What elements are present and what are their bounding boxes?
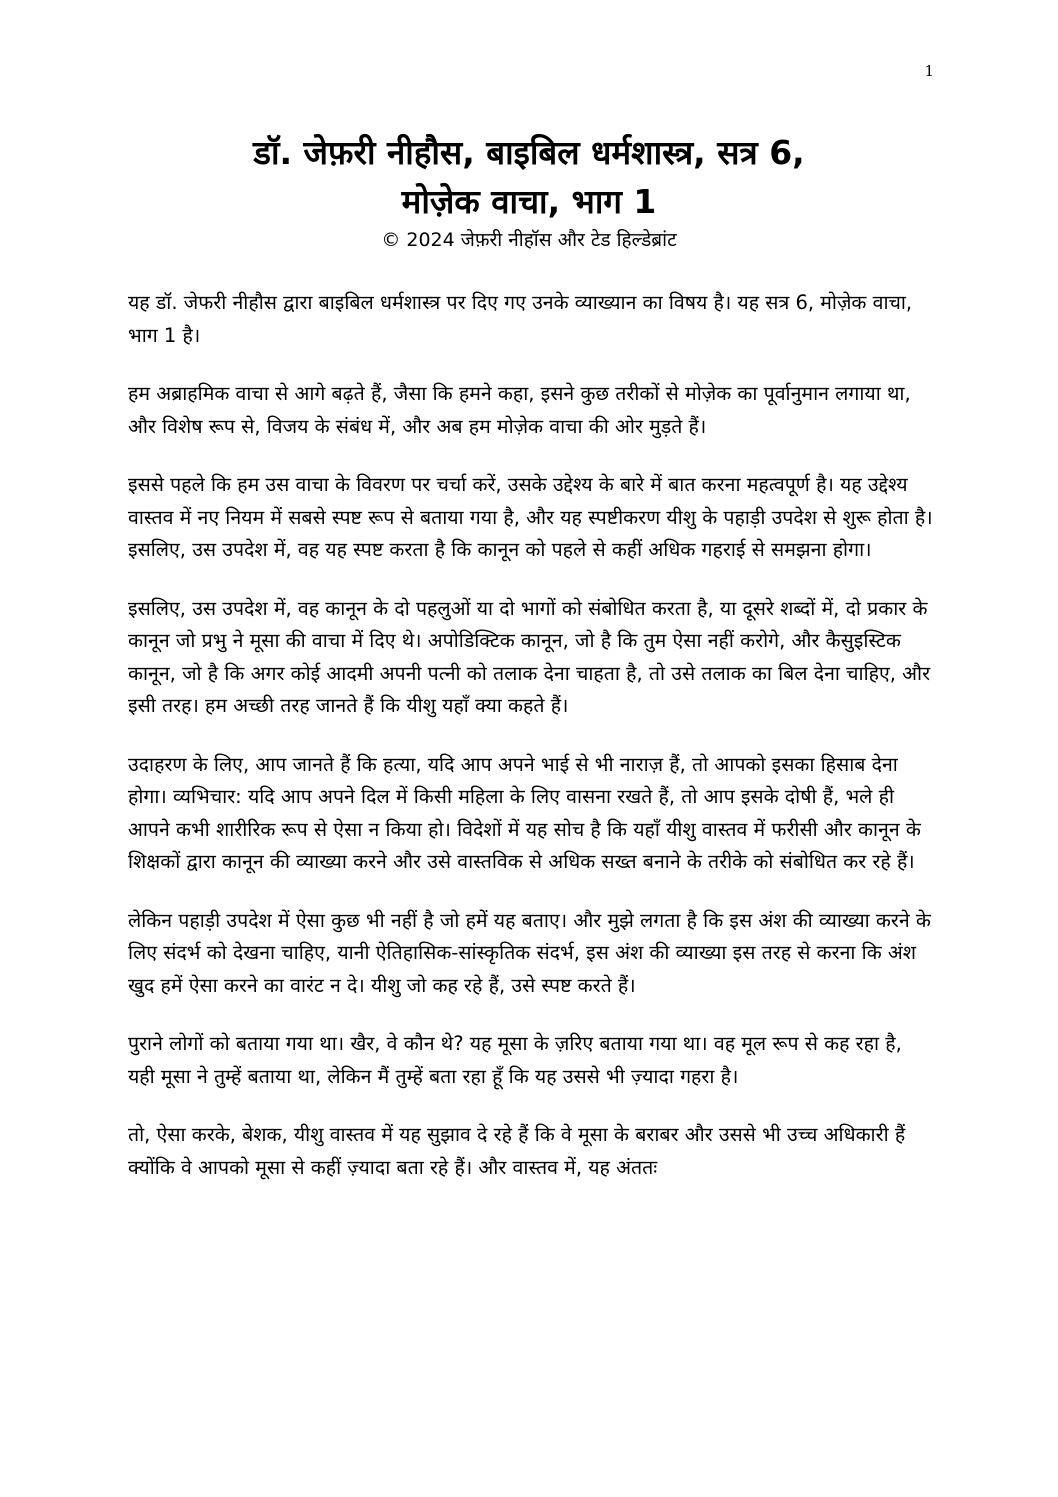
copyright-notice: © 2024 जेफ़री नीहॉस और टेड हिल्डेब्रांट — [381, 229, 677, 251]
paragraph: इससे पहले कि हम उस वाचा के विवरण पर चर्चा करें, उसके उद्देश्य के बारे में बात करना महत्वपूर्ण है। यह उद्देश्य वास्तव में नए नियम में सबसे स्पष्ट रूप से बताया गया है, और यह स्पष्टीकरण यीशु के पहाड़ी उपदेश से शुरू होता है। इसलिए, उस उपदेश में, वह यह स्पष्ट करता है कि कानून को पहले से कहीं अधिक गहराई से समझना होगा। — [128, 473, 933, 561]
paragraph: पुराने लोगों को बताया गया था। खैर, वे कौन थे? यह मूसा के ज़रिए बताया गया था। वह मूल रूप से कह रहा है, यही मूसा ने तुम्हें बताया था, लेकिन मैं तुम्हें बता रहा हूँ कि यह उससे भी ज़्यादा गहरा है। — [128, 1032, 902, 1088]
paragraph: लेकिन पहाड़ी उपदेश में ऐसा कुछ भी नहीं है जो हमें यह बताए। और मुझे लगता है कि इस अंश की व्याख्या करने के लिए संदर्भ को देखना चाहिए, यानी ऐतिहासिक-सांस्कृतिक संदर्भ, इस अंश की व्याख्या इस तरह से करना कि अंश खुद हमें ऐसा करने का वारंट न दे। यीशु जो कह रहे हैं, उसे स्पष्ट करते हैं। — [128, 908, 931, 997]
title-line-2: मोज़ेक वाचा, भाग 1 — [401, 182, 657, 221]
document-title — [100, 128, 958, 226]
document-body — [128, 287, 934, 1210]
paragraph: हम अब्राहमिक वाचा से आगे बढ़ते हैं, जैसा कि हमने कहा, इसने कुछ तरीकों से मोज़ेक का पूर्वानुमान लगाया था, और विशेष रूप से, विजय के संबंध में, और अब हम मोज़ेक वाचा की ओर मुड़ते हैं। — [128, 382, 911, 438]
document-header — [100, 128, 958, 254]
paragraph: यह डॉ. जेफरी नीहौस द्वारा बाइबिल धर्मशास्त्र पर दिए गए उनके व्याख्यान का विषय है। यह सत्र 6, मोज़ेक वाचा, भाग 1 है। — [128, 291, 913, 347]
paragraph: इसलिए, उस उपदेश में, वह कानून के दो पहलुओं या दो भागों को संबोधित करता है, या दूसरे शब्दों में, दो प्रकार के कानून जो प्रभु ने मूसा की वाचा में दिए थे। अपोडिक्टिक कानून, जो है कि तुम ऐसा नहीं करोगे, और कैसुइस्टिक कानून, जो है कि अगर कोई आदमी अपनी पत्नी को तलाक देना चाहता है, तो उसे तलाक का बिल देना चाहिए, और इसी तरह। हम अच्छी तरह जानते हैं कि यीशु यहाँ क्या कहते हैं। — [128, 596, 931, 717]
paragraph: तो, ऐसा करके, बेशक, यीशु वास्तव में यह सुझाव दे रहे हैं कि वे मूसा के बराबर और उससे भी उच्च अधिकारी हैं क्योंकि वे आपको मूसा से कहीं ज़्यादा बता रहे हैं। और वास्तव में, यह अंततः — [128, 1123, 906, 1179]
paragraph: उदाहरण के लिए, आप जानते हैं कि हत्या, यदि आप अपने भाई से भी नाराज़ हैं, तो आपको इसका हिसाब देना होगा। व्यभिचार: यदि आप अपने दिल में किसी महिला के लिए वासना रखते हैं, तो आप इसके दोषी हैं, भले ही आपने कभी शारीरिक रूप से ऐसा न किया हो। विदेशों में यह सोच है कि यहाँ यीशु वास्तव में फरीसी और कानून के शिक्षकों द्वारा कानून की व्याख्या करने और उसे वास्तविक से अधिक सख्त बनाने के तरीके को संबोधित कर रहे हैं। — [128, 752, 921, 873]
page-number: 1 — [924, 62, 934, 80]
title-line-1: डॉ. जेफ़री नीहौस, बाइबिल धर्मशास्त्र, सत्र 6, — [253, 133, 805, 172]
